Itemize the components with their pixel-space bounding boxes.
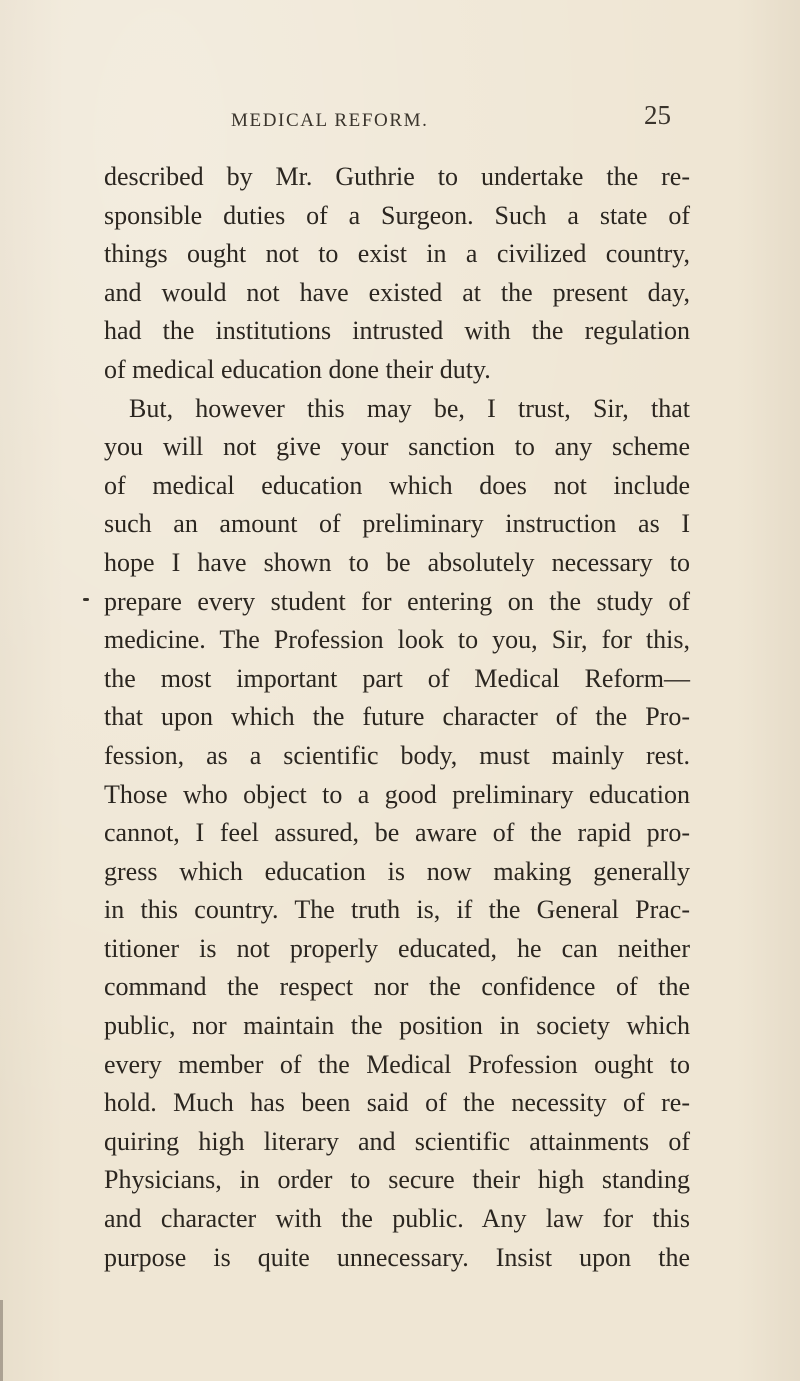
ink-speck-mark	[83, 598, 89, 601]
text-line: of medical education done their duty.	[104, 354, 491, 384]
text-line: the most important part of Medical Reform—	[104, 663, 690, 693]
text-line: Physicians, in order to secure their high standing	[104, 1165, 690, 1195]
text-line: every member of the Medical Profession ought to	[104, 1049, 690, 1079]
text-line: things ought not to exist in a civilized country,	[104, 239, 690, 269]
text-line: But, however this may be, I trust, Sir, that	[129, 393, 690, 423]
text-line: titioner is not properly educated, he can neither	[104, 933, 690, 963]
text-line: you will not give your sanction to any scheme	[104, 432, 690, 462]
text-line: of medical education which does not include	[104, 470, 690, 500]
text-line: prepare every student for entering on the study of	[104, 586, 690, 616]
text-line: and would not have existed at the present day,	[104, 277, 690, 307]
text-line: command the respect nor the confidence of the	[104, 972, 690, 1002]
text-line: fession, as a scientific body, must mainly rest.	[104, 740, 690, 770]
text-line: hold. Much has been said of the necessity of re-	[104, 1088, 690, 1118]
text-line: described by Mr. Guthrie to undertake the re-	[104, 162, 690, 191]
text-line: hope I have shown to be absolutely necessary to	[104, 547, 690, 577]
running-head: MEDICAL REFORM.	[231, 110, 429, 131]
body-text	[104, 158, 690, 1277]
text-line: purpose is quite unnecessary. Insist upon the	[104, 1242, 690, 1272]
text-line: had the institutions intrusted with the regulation	[104, 316, 690, 346]
text-line: in this country. The truth is, if the General Prac-	[104, 895, 690, 925]
text-line: that upon which the future character of the Pro-	[104, 702, 690, 732]
text-line: and character with the public. Any law for this	[104, 1204, 690, 1234]
page-number: 25	[644, 100, 671, 130]
text-line: public, nor maintain the position in society which	[104, 1011, 690, 1041]
spine-shadow	[0, 1300, 3, 1381]
page-header	[231, 100, 671, 140]
text-line: cannot, I feel assured, be aware of the rapid pro-	[104, 818, 690, 848]
text-line: such an amount of preliminary instruction as I	[104, 509, 690, 539]
text-line: quiring high literary and scientific attainments of	[104, 1126, 690, 1156]
text-line: gress which education is now making generally	[104, 856, 690, 886]
text-line: sponsible duties of a Surgeon. Such a state of	[104, 200, 690, 230]
text-line: Those who object to a good preliminary education	[104, 779, 690, 809]
text-line: medicine. The Profession look to you, Sir, for this,	[104, 625, 690, 655]
